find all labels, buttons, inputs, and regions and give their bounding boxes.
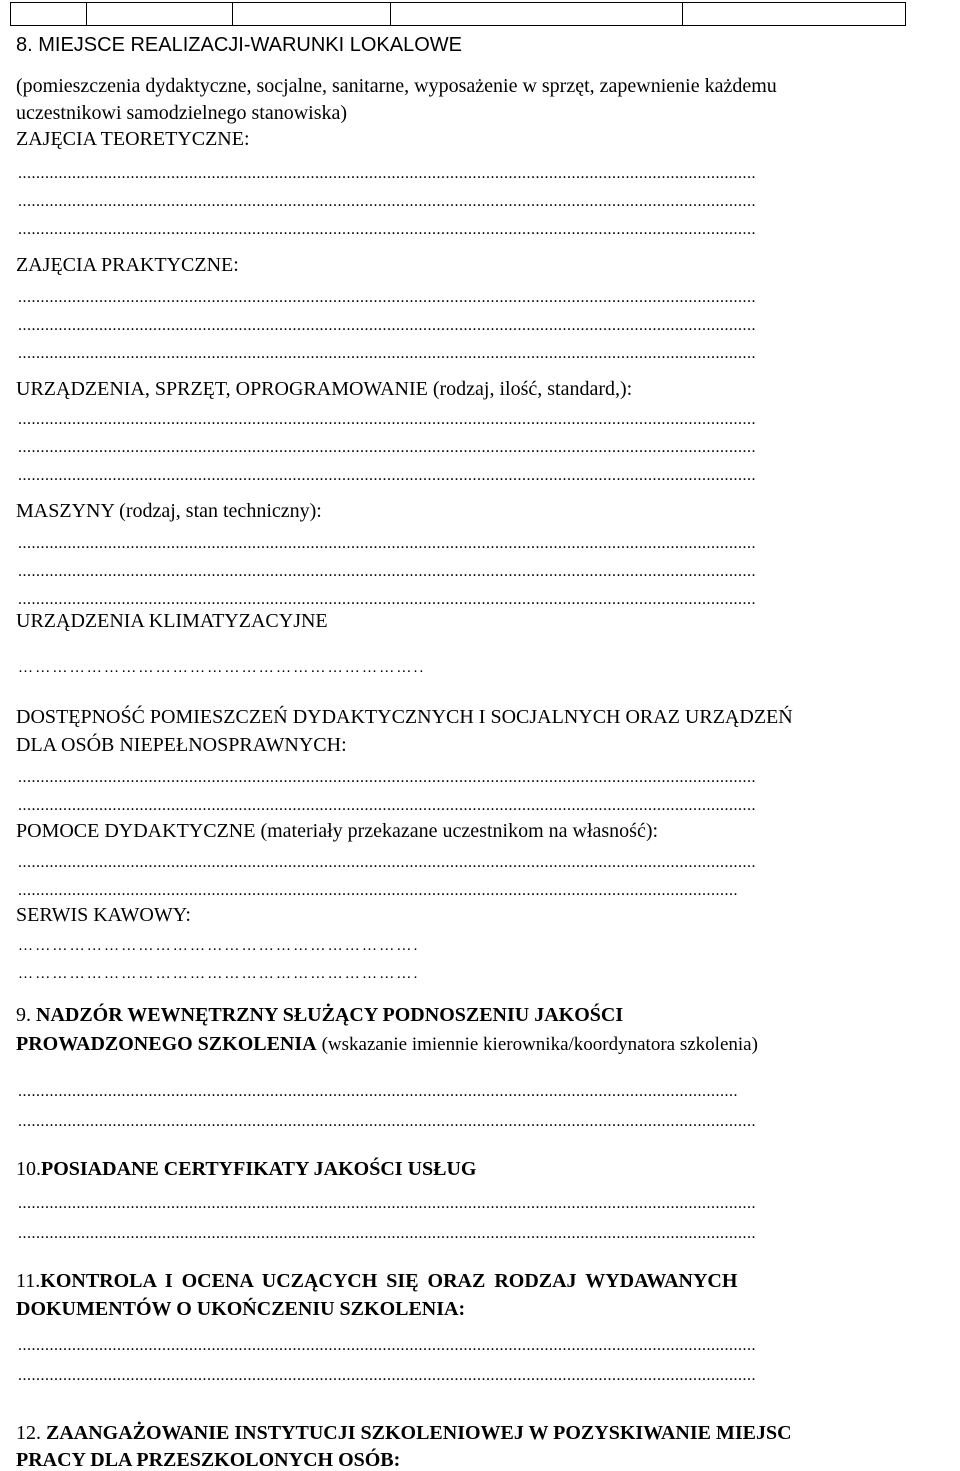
section8-intro-line2: uczestnikowi samodzielnego stanowiska): [16, 102, 348, 124]
section9-title-text: NADZÓR WEWNĘTRZNY SŁUŻĄCY PODNOSZENIU JAKOŚCI: [36, 1004, 624, 1026]
fill-line[interactable]: ....................................................................................................................................................................: [18, 289, 756, 306]
section12-title-line2: [16, 1449, 400, 1471]
section12-number: 12.: [16, 1422, 41, 1444]
fill-line[interactable]: ....................................................................................................................................................................: [18, 854, 756, 871]
fill-line[interactable]: ....................................................................................................................................................................: [18, 221, 756, 238]
fill-line-wide[interactable]: …………………………………………………………….: [18, 966, 420, 982]
fill-line[interactable]: ....................................................................................................................................................................: [18, 535, 756, 552]
section11-number: 11.: [16, 1270, 41, 1292]
label-zajecia-teoretyczne: ZAJĘCIA TEORETYCZNE:: [16, 128, 250, 150]
section8-heading: [16, 34, 462, 56]
fill-line[interactable]: ....................................................................................................................................................................: [18, 467, 756, 484]
label-zajecia-praktyczne: ZAJĘCIA PRAKTYCZNE:: [16, 254, 239, 276]
label-dostepnosc-line2: DLA OSÓB NIEPEŁNOSPRAWNYCH:: [16, 734, 347, 756]
table-cell: [682, 3, 905, 26]
label-klimatyzacja: URZĄDZENIA KLIMATYZACYJNE: [16, 610, 328, 632]
section10-title-text: POSIADANE CERTYFIKATY JAKOŚCI USŁUG: [41, 1158, 477, 1180]
label-serwis: SERWIS KAWOWY:: [16, 904, 191, 926]
section11-title-line1: [16, 1270, 737, 1292]
fill-line[interactable]: ....................................................................................................................................................................: [18, 1367, 756, 1384]
label-dostepnosc-line1: DOSTĘPNOŚĆ POMIESZCZEŃ DYDAKTYCZNYCH I SOCJALNYCH ORAZ URZĄDZEŃ: [16, 706, 793, 728]
section12-title-line1: [16, 1422, 792, 1444]
table-cell: [11, 3, 87, 26]
label-pomoce: POMOCE DYDAKTYCZNE (materiały przekazane uczestnikom na własność):: [16, 820, 659, 842]
fill-line[interactable]: ....................................................................................................................................................................: [18, 1195, 756, 1212]
fill-line-wide[interactable]: ……………………………………………………………..: [18, 660, 426, 676]
section9-title-line1: [16, 1004, 623, 1026]
fill-line[interactable]: ....................................................................................................................................................................: [18, 591, 756, 608]
section11-title-text: KONTROLA I OCENA UCZĄCYCH SIĘ ORAZ RODZAJ WYDAWANYCH: [40, 1270, 738, 1292]
fill-line[interactable]: ....................................................................................................................................................................: [18, 345, 756, 362]
table-cell: [232, 3, 390, 26]
section9-title-text2: PROWADZONEGO SZKOLENIA: [16, 1033, 317, 1055]
fill-line[interactable]: ....................................................................................................................................................................: [18, 797, 756, 814]
section8-heading-text: 8. MIEJSCE REALIZACJI-WARUNKI LOKALOWE: [16, 34, 463, 56]
fill-line-wide[interactable]: …………………………………………………………….: [18, 938, 420, 954]
section8-intro-line1: (pomieszczenia dydaktyczne, socjalne, sanitarne, wyposażenie w sprzęt, zapewnienie każdemu: [16, 75, 777, 97]
section10-title: [16, 1158, 476, 1180]
table-cell: [391, 3, 683, 26]
table-cell: [86, 3, 232, 26]
fill-line[interactable]: ....................................................................................................................................................................: [18, 165, 756, 182]
fill-line[interactable]: ....................................................................................................................................................................: [18, 193, 756, 210]
section9-title-line2: [16, 1033, 758, 1056]
section11-title-line2: [16, 1298, 465, 1320]
section10-number: 10.: [16, 1158, 41, 1180]
section9-note: (wskazanie imiennie kierownika/koordynatora szkolenia): [321, 1034, 758, 1055]
fill-line[interactable]: ................................................................................................................................................................: [18, 882, 738, 899]
fill-line[interactable]: ....................................................................................................................................................................: [18, 563, 756, 580]
section9-number: 9.: [16, 1004, 31, 1026]
fill-line[interactable]: ....................................................................................................................................................................: [18, 1225, 756, 1242]
fill-line[interactable]: ....................................................................................................................................................................: [18, 1337, 756, 1354]
fill-line[interactable]: ....................................................................................................................................................................: [18, 411, 756, 428]
fill-line[interactable]: ....................................................................................................................................................................: [18, 317, 756, 334]
section12-title-text2: PRACY DLA PRZESZKOLONYCH OSÓB:: [16, 1449, 401, 1471]
label-urzadzenia-sprzet: URZĄDZENIA, SPRZĘT, OPROGRAMOWANIE (rodzaj, ilość, standard,):: [16, 378, 633, 400]
fill-line[interactable]: ....................................................................................................................................................................: [18, 1113, 756, 1130]
fill-line[interactable]: ................................................................................................................................................................: [18, 1083, 738, 1100]
top-table-fragment: [10, 2, 906, 26]
section12-title-text: ZAANGAŻOWANIE INSTYTUCJI SZKOLENIOWEJ W POZYSKIWANIE MIEJSC: [46, 1422, 792, 1444]
fill-line[interactable]: ....................................................................................................................................................................: [18, 439, 756, 456]
label-maszyny: MASZYNY (rodzaj, stan techniczny):: [16, 500, 322, 522]
fill-line[interactable]: ....................................................................................................................................................................: [18, 769, 756, 786]
section11-title-text2: DOKUMENTÓW O UKOŃCZENIU SZKOLENIA:: [16, 1298, 466, 1320]
